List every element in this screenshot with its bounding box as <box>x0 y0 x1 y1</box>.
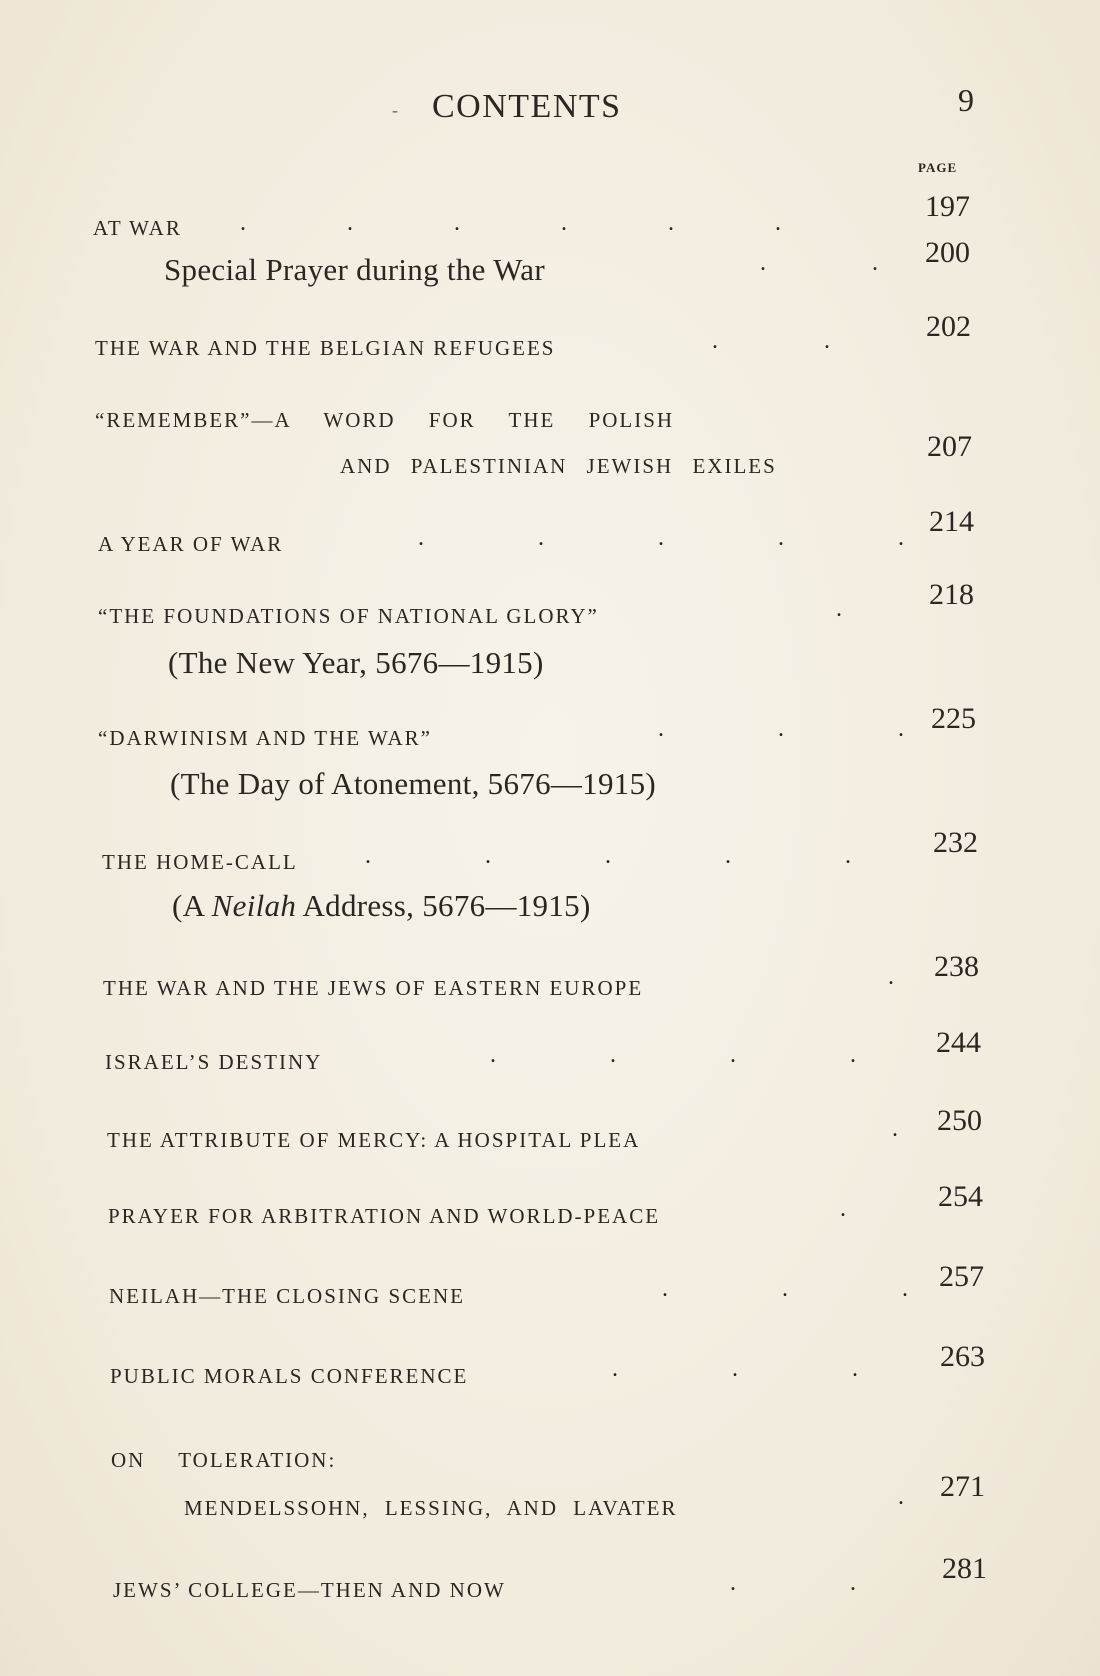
dot-leader: . . . <box>658 716 904 742</box>
page-number: 244 <box>936 1026 981 1059</box>
page-number: 281 <box>942 1552 987 1585</box>
ink-mark: - <box>392 100 398 120</box>
page-number: 232 <box>933 826 978 859</box>
entry-subtitle: (The Day of Atonement, 5676—1915) <box>170 766 656 801</box>
entry-title: THE WAR AND THE BELGIAN REFUGEES <box>95 336 556 360</box>
dot-leader: . <box>898 1484 904 1510</box>
page-number: 218 <box>929 578 974 611</box>
page-number: 263 <box>940 1340 985 1373</box>
dot-leader: . . <box>730 1570 856 1596</box>
entry-title: ISRAEL’S DESTINY <box>105 1050 323 1074</box>
dot-leader: . . . <box>662 1276 908 1302</box>
entry-title-continued: AND PALESTINIAN JEWISH EXILES <box>340 454 777 478</box>
entry-title: THE ATTRIBUTE OF MERCY: A HOSPITAL PLEA <box>107 1128 641 1152</box>
page-title: CONTENTS <box>432 88 622 125</box>
page-number: 238 <box>934 950 979 983</box>
dot-leader: . . . <box>612 1356 858 1382</box>
entry-title: THE HOME-CALL <box>102 850 298 874</box>
dot-leader: . <box>836 596 842 622</box>
folio-number: 9 <box>958 82 974 118</box>
entry-title-continued: MENDELSSOHN, LESSING, AND LAVATER <box>184 1496 678 1520</box>
page-number: 200 <box>925 236 970 269</box>
page-number: 225 <box>931 702 976 735</box>
page-number: 257 <box>939 1260 984 1293</box>
entry-title: “DARWINISM AND THE WAR” <box>98 726 432 750</box>
entry-title: PUBLIC MORALS CONFERENCE <box>110 1364 469 1388</box>
neilah-italic: Neilah <box>211 888 297 923</box>
page-number: 197 <box>925 190 970 223</box>
entry-title: NEILAH—THE CLOSING SCENE <box>109 1284 465 1308</box>
page-number: 271 <box>940 1470 985 1503</box>
page-column-label: PAGE <box>918 160 958 175</box>
dot-leader: . . . . . . <box>240 210 781 236</box>
page-number: 254 <box>938 1180 983 1213</box>
page-number: 202 <box>926 310 971 343</box>
dot-leader: . . <box>712 328 830 354</box>
entry-subtitle: (A Neilah Address, 5676—1915) <box>172 888 591 923</box>
page-number: 214 <box>929 505 974 538</box>
page-header <box>0 82 1100 138</box>
entry-title: JEWS’ COLLEGE—THEN AND NOW <box>113 1578 506 1602</box>
dot-leader: . <box>840 1196 846 1222</box>
page-number: 250 <box>937 1104 982 1137</box>
dot-leader: . . . . <box>490 1042 856 1068</box>
dot-leader: . <box>888 964 894 990</box>
page-number: 207 <box>927 430 972 463</box>
entry-subtitle: (The New Year, 5676—1915) <box>168 645 544 680</box>
dot-leader: . . . . . <box>418 525 904 551</box>
entry-title: “THE FOUNDATIONS OF NATIONAL GLORY” <box>98 604 599 628</box>
entry-title: A YEAR OF WAR <box>98 532 284 556</box>
dot-leader: . <box>892 1116 898 1142</box>
entry-title: “REMEMBER”—A WORD FOR THE POLISH <box>95 408 675 432</box>
entry-title: THE WAR AND THE JEWS OF EASTERN EUROPE <box>103 976 644 1000</box>
entry-title: PRAYER FOR ARBITRATION AND WORLD-PEACE <box>108 1204 661 1228</box>
entry-title: AT WAR <box>93 216 182 240</box>
dot-leader: . . <box>760 250 878 276</box>
entry-title: Special Prayer during the War <box>164 252 545 287</box>
entry-title: ON TOLERATION: <box>111 1448 337 1472</box>
dot-leader: . . . . . <box>365 843 851 869</box>
